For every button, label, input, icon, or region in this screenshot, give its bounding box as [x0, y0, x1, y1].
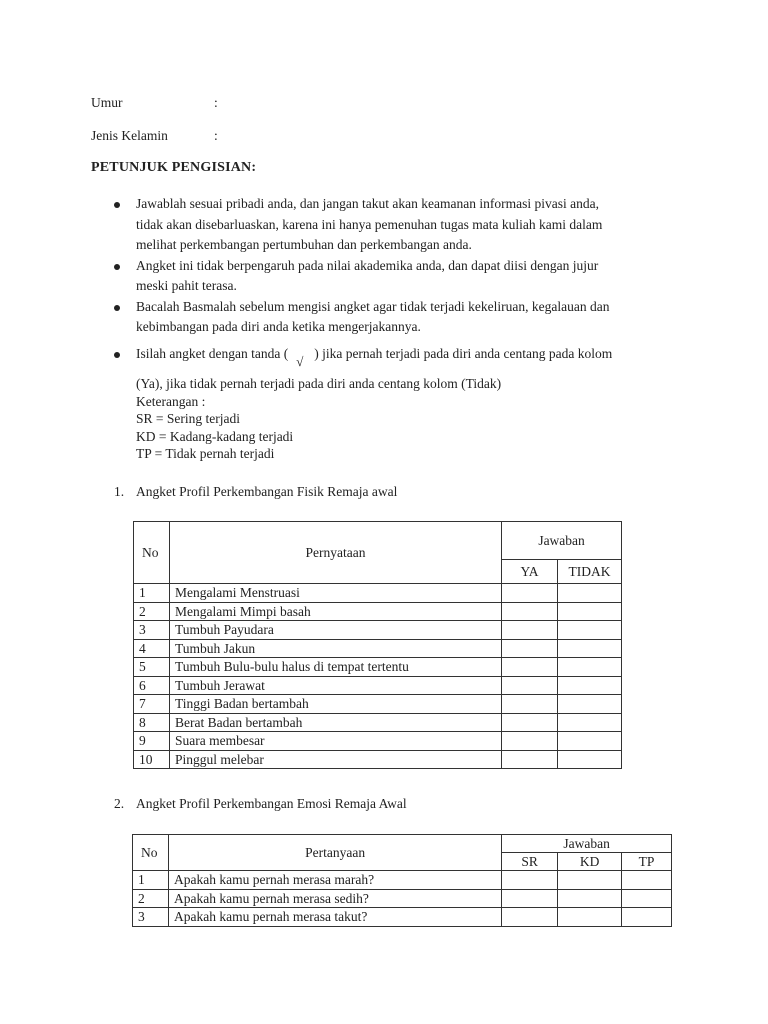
table-row [134, 732, 622, 751]
row-number: 1 [133, 871, 169, 890]
row-text: Berat Badan bertambah [169, 713, 501, 732]
yes-answer-cell[interactable] [502, 639, 558, 658]
header-kd: KD [558, 853, 622, 871]
sr-answer-cell[interactable] [502, 908, 558, 927]
no-answer-cell[interactable] [558, 713, 622, 732]
row-number: 10 [134, 750, 170, 769]
legend-item: TP = Tidak pernah terjadi [136, 446, 275, 461]
table-row [133, 871, 672, 890]
no-answer-cell[interactable] [558, 676, 622, 695]
yes-answer-cell[interactable] [502, 658, 558, 677]
header-no: No [134, 522, 170, 584]
table-row [134, 695, 622, 714]
yes-answer-cell[interactable] [502, 676, 558, 695]
table-row [133, 889, 672, 908]
table-row [134, 584, 622, 603]
row-text: Mengalami Mimpi basah [169, 602, 501, 621]
legend-block [136, 375, 501, 463]
header-yes: YA [502, 560, 558, 584]
kd-answer-cell[interactable] [558, 908, 622, 927]
row-number: 4 [134, 639, 170, 658]
instruction-item [112, 297, 682, 338]
table-row [134, 750, 622, 769]
header-sr: SR [502, 853, 558, 871]
table-row [134, 676, 622, 695]
row-number: 2 [134, 602, 170, 621]
header-answer: Jawaban [502, 835, 672, 853]
row-text: Pinggul melebar [169, 750, 501, 769]
row-number: 2 [133, 889, 169, 908]
no-answer-cell[interactable] [558, 658, 622, 677]
table-row [134, 713, 622, 732]
row-number: 8 [134, 713, 170, 732]
kd-answer-cell[interactable] [558, 889, 622, 908]
row-text: Suara membesar [169, 732, 501, 751]
section2-title-text: Angket Profil Perkembangan Emosi Remaja Awal [136, 796, 407, 811]
no-answer-cell[interactable] [558, 750, 622, 769]
instruction-text-end: ) jika pernah terjadi pada diri anda centang pada kolom [314, 345, 613, 361]
row-number: 3 [133, 908, 169, 927]
instructions-heading: PETUNJUK PENGISIAN: [91, 160, 257, 175]
row-number: 7 [134, 695, 170, 714]
bullet-icon [114, 264, 120, 270]
row-text: Tumbuh Jakun [169, 639, 501, 658]
bullet-icon [114, 202, 120, 208]
age-label: Umur [91, 95, 123, 110]
row-number: 5 [134, 658, 170, 677]
row-text: Apakah kamu pernah merasa sedih? [168, 889, 501, 908]
sr-answer-cell[interactable] [502, 889, 558, 908]
table-row [134, 602, 622, 621]
header-answer: Jawaban [502, 522, 622, 560]
row-text: Tumbuh Bulu-bulu halus di tempat tertentu [169, 658, 501, 677]
yes-answer-cell[interactable] [502, 584, 558, 603]
instruction-text: Jawablah sesuai pribadi anda, dan jangan takut akan keamanan informasi pivasi anda, tidak akan disebarluaskan, karena ini hanya pemenuhan tugas mata kuliah kami dalam melihat perkembangan pertumbuhan dan perkembangan anda. [136, 196, 603, 252]
legend-item: KD = Kadang-kadang terjadi [136, 428, 294, 444]
section1-title-text: Angket Profil Perkembangan Fisik Remaja awal [136, 484, 398, 499]
tp-answer-cell[interactable] [622, 871, 672, 890]
instruction-text: Isilah angket dengan tanda ( [136, 345, 289, 361]
no-answer-cell[interactable] [558, 584, 622, 603]
table-row [133, 908, 672, 927]
no-answer-cell[interactable] [558, 621, 622, 640]
gender-label: Jenis Kelamin [91, 128, 168, 143]
physical-development-table [133, 521, 622, 769]
section1-number: 1. [114, 484, 125, 499]
header-no: No [133, 835, 169, 871]
tp-answer-cell[interactable] [622, 908, 672, 927]
header-question: Pertanyaan [168, 835, 501, 871]
tp-answer-cell[interactable] [622, 889, 672, 908]
no-answer-cell[interactable] [558, 732, 622, 751]
instruction-continuation: (Ya), jika tidak pernah terjadi pada diri anda centang kolom (Tidak) [136, 376, 502, 391]
yes-answer-cell[interactable] [502, 750, 558, 769]
row-text: Mengalami Menstruasi [169, 584, 501, 603]
yes-answer-cell[interactable] [502, 695, 558, 714]
age-colon: : [214, 95, 218, 110]
yes-answer-cell[interactable] [502, 602, 558, 621]
emotional-development-table [132, 834, 672, 927]
row-number: 3 [134, 621, 170, 640]
header-statement: Pernyataan [169, 522, 501, 584]
row-text: Tinggi Badan bertambah [169, 695, 501, 714]
section2-title [114, 796, 407, 812]
row-number: 9 [134, 732, 170, 751]
legend-item: SR = Sering terjadi [136, 411, 240, 426]
instruction-item [112, 194, 682, 256]
row-text: Tumbuh Jerawat [169, 676, 501, 695]
no-answer-cell[interactable] [558, 695, 622, 714]
check-mark-icon: √ [296, 353, 304, 369]
yes-answer-cell[interactable] [502, 732, 558, 751]
sr-answer-cell[interactable] [502, 871, 558, 890]
header-tp: TP [622, 853, 672, 871]
instruction-item [112, 256, 682, 297]
bullet-icon [114, 352, 120, 358]
instruction-list [112, 194, 682, 369]
yes-answer-cell[interactable] [502, 713, 558, 732]
table-row [134, 658, 622, 677]
row-text: Tumbuh Payudara [169, 621, 501, 640]
row-text: Apakah kamu pernah merasa takut? [168, 908, 501, 927]
row-text: Apakah kamu pernah merasa marah? [168, 871, 501, 890]
bullet-icon [114, 305, 120, 311]
kd-answer-cell[interactable] [558, 871, 622, 890]
instruction-text: Angket ini tidak berpengaruh pada nilai akademika anda, dan dapat diisi dengan jujur meski pahit terasa. [136, 257, 599, 293]
instruction-text: Bacalah Basmalah sebelum mengisi angket agar tidak terjadi kekeliruan, kegalauan dan kebimbangan pada diri anda ketika mengerjakannya. [136, 298, 610, 334]
no-answer-cell[interactable] [558, 639, 622, 658]
section1-title [114, 484, 397, 500]
header-no-answer: TIDAK [558, 560, 622, 584]
no-answer-cell[interactable] [558, 602, 622, 621]
gender-colon: : [214, 128, 218, 143]
row-number: 6 [134, 676, 170, 695]
instruction-item [112, 340, 682, 369]
yes-answer-cell[interactable] [502, 621, 558, 640]
table-row [134, 621, 622, 640]
legend-title: Keterangan : [136, 393, 206, 409]
section2-number: 2. [114, 796, 125, 811]
row-number: 1 [134, 584, 170, 603]
table-row [134, 639, 622, 658]
